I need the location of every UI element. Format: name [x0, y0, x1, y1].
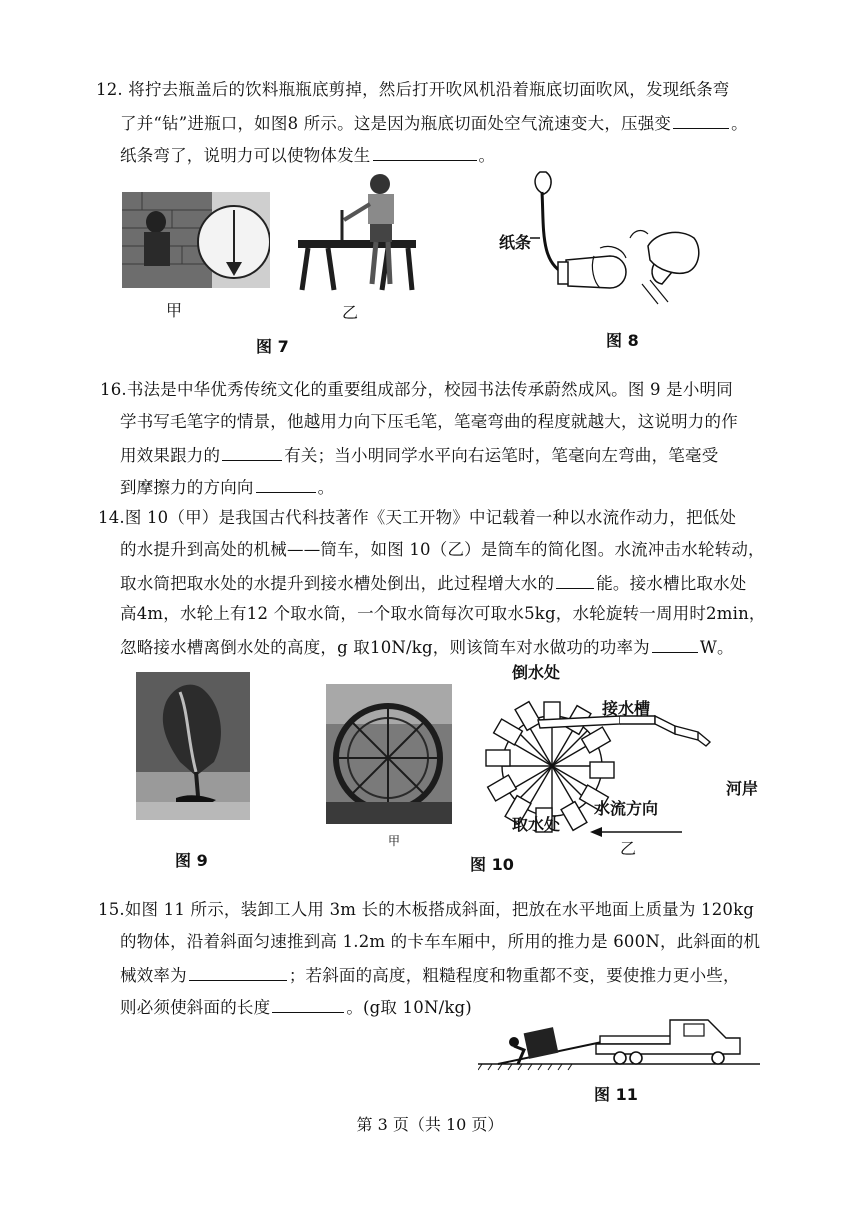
fig10-label-take: 取水处 [512, 815, 561, 834]
fig7-label-b: 乙 [342, 303, 359, 322]
q12-line-3-text: 纸条弯了，说明力可以使物体发生 [120, 146, 371, 165]
fig10-label-flow: 水流方向 [594, 799, 659, 818]
fig9-caption: 图 9 [175, 851, 208, 870]
q12-blank-deformation [373, 142, 477, 161]
q15-line-3-text: 械效率为 [120, 966, 187, 985]
q12-line-2-end: 。 [731, 114, 748, 133]
q12-line-2 [120, 110, 748, 136]
fig7-b-photo [298, 170, 416, 292]
q12-line-2-text: 了并“钻”进瓶口，如图8 所示。这是因为瓶底切面处空气流速变大，压强变 [120, 114, 672, 133]
q14-line-3-text: 取水筒把取水处的水提升到接水槽处倒出，此过程增大水的 [120, 574, 555, 593]
q13-line-3-end: 有关；当小明同学水平向右运笔时，笔毫向左弯曲，笔毫受 [284, 446, 719, 465]
q14-line-2: 的水提升到高处的机械——筒车，如图 10（乙）是筒车的简化图。水流冲击水轮转动， [120, 540, 765, 559]
q15-blank-length [272, 994, 344, 1013]
fig8-caption: 图 8 [606, 331, 639, 350]
q14-line-3 [120, 570, 747, 596]
q12-blank-pressure [673, 110, 729, 129]
q13-line-3 [120, 442, 718, 468]
q12-line-3 [120, 142, 495, 168]
fig10-label-a: 甲 [388, 834, 401, 848]
fig7-a-photo [122, 192, 270, 288]
q15-blank-efficiency [189, 962, 287, 981]
fig11-drawing [478, 1016, 760, 1072]
fig10-label-pour: 倒水处 [512, 663, 561, 682]
fig7-caption: 图 7 [256, 337, 289, 356]
fig8-drawing [530, 168, 710, 308]
fig10-b-diagram [470, 680, 720, 850]
fig10-label-b: 乙 [620, 839, 637, 858]
fig10-label-trough: 接水槽 [602, 699, 651, 718]
q15-line-4-end: 。(g取 10N/kg) [346, 998, 472, 1017]
q15-line-4-text: 则必须使斜面的长度 [120, 998, 271, 1017]
q15-line-4 [120, 994, 472, 1020]
q14-line-4: 高4m，水轮上有12 个取水筒，一个取水筒每次可取水5kg，水轮旋转一周用时2min， [120, 604, 766, 623]
q14-line-5 [120, 634, 734, 660]
q14-blank-energy [556, 570, 594, 589]
page-number-footer: 第 3 页（共 10 页） [356, 1115, 504, 1134]
fig8-label-paper: 纸条 [499, 233, 532, 252]
fig10-caption: 图 10 [470, 855, 514, 874]
q14-line-3-end: 能。接水槽比取水处 [596, 574, 747, 593]
fig10-label-bank: 河岸 [726, 779, 759, 798]
fig7-label-a: 甲 [166, 301, 183, 320]
q15-line-3 [120, 962, 740, 988]
q13-blank-friction-direction [256, 474, 316, 493]
q12-line-1: 12. 将拧去瓶盖后的饮料瓶瓶底剪掉，然后打开吹风机沿着瓶底切面吹风，发现纸条弯 [96, 80, 730, 99]
q14-line-5-text: 忽略接水槽离倒水处的高度，g 取10N/kg，则该筒车对水做功的功率为 [120, 638, 650, 657]
q12-line-3-end: 。 [478, 146, 496, 165]
q14-blank-power [652, 634, 698, 653]
q15-line-2: 的物体，沿着斜面匀速推到高 1.2m 的卡车车厢中，所用的推力是 600N，此斜面的机 [120, 932, 761, 951]
q13-line-4-end: 。 [317, 478, 335, 497]
q13-line-4 [120, 474, 334, 500]
q15-line-3-end: ；若斜面的高度，粗糙程度和物重都不变，要使推力更小些， [288, 966, 740, 985]
q14-line-1: 14.图 10（甲）是我国古代科技著作《天工开物》中记载着一种以水流作动力，把低处 [98, 508, 737, 527]
fig10-a-photo [326, 684, 452, 824]
q13-blank-force-factor [222, 442, 282, 461]
q13-line-4-text: 到摩擦力的方向向 [120, 478, 254, 497]
q15-line-1: 15.如图 11 所示，装卸工人用 3m 长的木板搭成斜面，把放在水平地面上质量为 120kg [98, 900, 755, 919]
fig9-photo [136, 672, 250, 820]
q14-line-5-end: W。 [699, 638, 734, 657]
q13-line-3-text: 用效果跟力的 [120, 446, 221, 465]
q13-line-1: 16.书法是中华优秀传统文化的重要组成部分，校园书法传承蔚然成风。图 9 是小明同 [100, 380, 733, 399]
fig11-caption: 图 11 [594, 1085, 638, 1104]
q13-line-2: 学书写毛笔字的情景，他越用力向下压毛笔，笔毫弯曲的程度就越大，这说明力的作 [120, 412, 738, 431]
